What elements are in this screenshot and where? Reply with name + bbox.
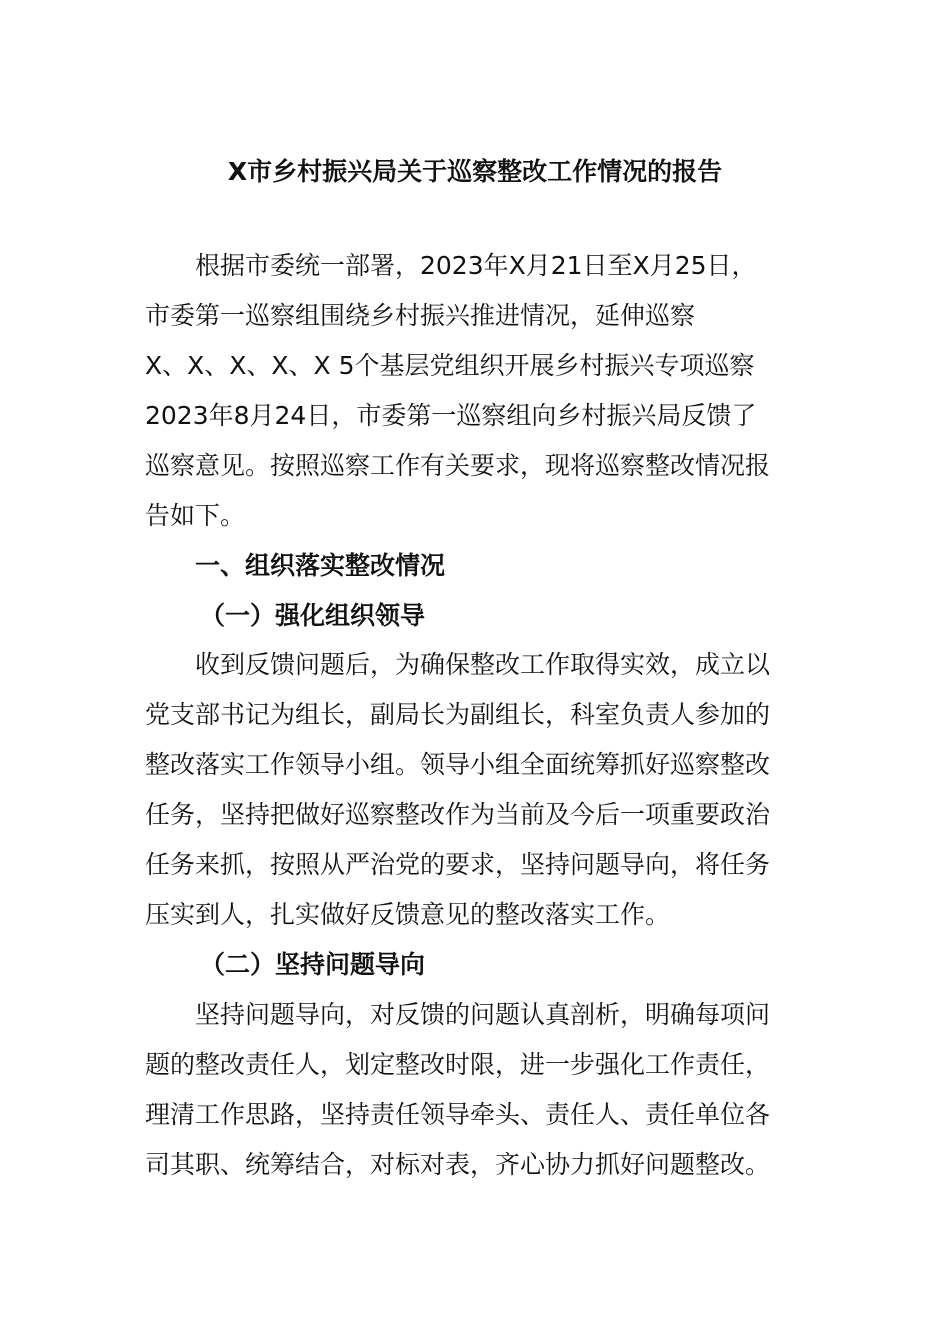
body-line: 收到反馈问题后，为确保整改工作取得实效，成立以 (195, 650, 771, 679)
body-line: 坚持问题导向，对反馈的问题认真剖析，明确每项问 (195, 1000, 771, 1029)
subsection-heading: （一）强化组织领导 (200, 601, 426, 630)
body-line: 题的整改责任人，划定整改时限，进一步强化工作责任， (145, 1050, 771, 1079)
body-line: 理清工作思路，坚持责任领导牵头、责任人、责任单位各 (145, 1100, 771, 1129)
body-line: 党支部书记为组长，副局长为副组长，科室负责人参加的 (145, 700, 771, 729)
intro-line: 2023年8月24日，市委第一巡察组向乡村振兴局反馈了 (145, 401, 757, 430)
body-line: 任务，坚持把做好巡察整改作为当前及今后一项重要政治 (145, 800, 771, 829)
intro-line: 巡察意见。按照巡察工作有关要求，现将巡察整改情况报 (145, 451, 771, 480)
body-line: 压实到人，扎实做好反馈意见的整改落实工作。 (145, 900, 671, 929)
intro-line: 告如下。 (145, 501, 246, 530)
intro-line: X、X、X、X、X 5个基层党组织开展乡村振兴专项巡察 (145, 351, 755, 380)
document-title: X市乡村振兴局关于巡察整改工作情况的报告 (227, 157, 723, 186)
body-line: 任务来抓，按照从严治党的要求，坚持问题导向，将任务 (145, 850, 771, 879)
subsection-heading: （二）坚持问题导向 (200, 950, 426, 979)
intro-line: 市委第一巡察组围绕乡村振兴推进情况，延伸巡察 (145, 301, 696, 330)
section-heading: 一、组织落实整改情况 (195, 551, 446, 580)
body-line: 司其职、统筹结合，对标对表，齐心协力抓好问题整改。 (145, 1150, 771, 1179)
body-line: 整改落实工作领导小组。领导小组全面统筹抓好巡察整改 (145, 750, 771, 779)
intro-line: 根据市委统一部署，2023年X月21日至X月25日， (195, 251, 757, 280)
